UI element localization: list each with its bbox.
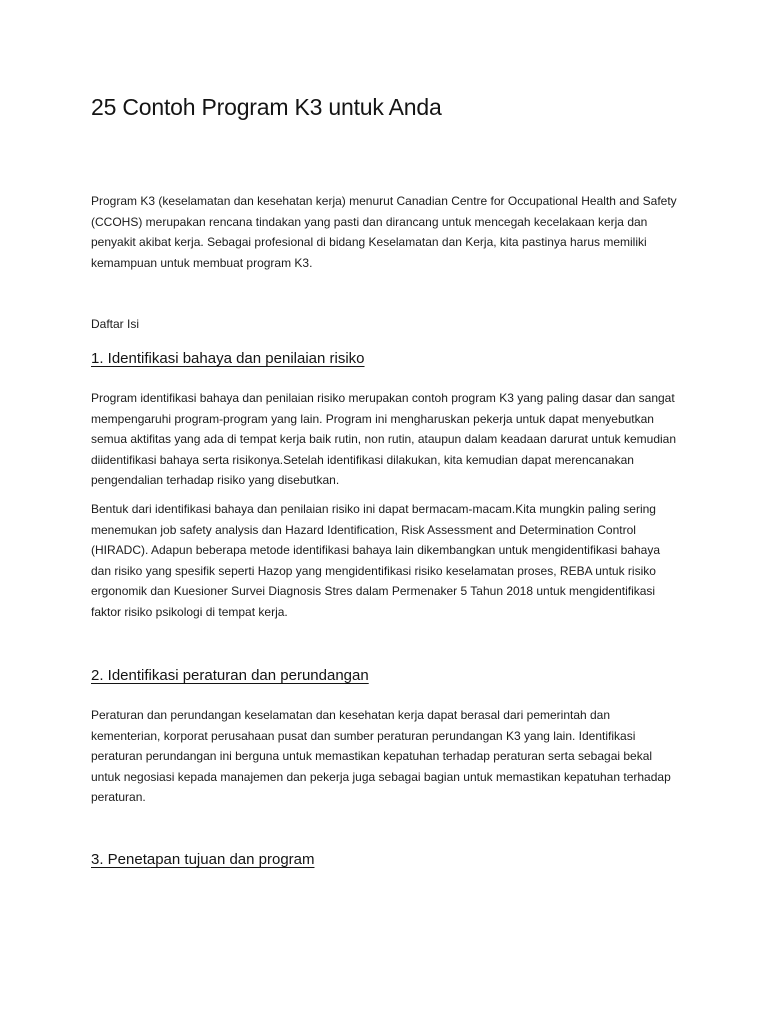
section-1-paragraph-2: Bentuk dari identifikasi bahaya dan penilaian risiko ini dapat bermacam-macam.Kita mungkin paling sering menemukan job safety analysis dan Hazard Identification, Risk Assessment and Determination Control (HIRADC). Adapun beberapa metode identifikasi bahaya lain dikembangkan untuk mengidentifikasi bahaya dan risiko yang spesifik seperti Hazop yang mengidentifikasi risiko keselamatan proses, REBA untuk risiko ergonomik dan Kuesioner Survei Diagnosis Stres dalam Permenaker 5 Tahun 2018 untuk mengidentifikasi faktor risiko psikologi di tempat kerja. [91,502,661,619]
intro-paragraph: Program K3 (keselamatan dan kesehatan kerja) menurut Canadian Centre for Occupational Health and Safety (CCOHS) merupakan rencana tindakan yang pasti dan dirancang untuk mencegah kecelakaan kerja dan penyakit akibat kerja. Sebagai profesional di bidang Keselamatan dan Kerja, kita pastinya harus memiliki kemampuan untuk membuat program K3. [91,194,677,270]
table-of-contents-label: Daftar Isi [91,317,140,331]
section-1-paragraph-1: Program identifikasi bahaya dan penilaian risiko merupakan contoh program K3 yang paling dasar dan sangat mempengaruhi program-program yang lain. Program ini mengharuskan pekerja untuk dapat menyebutkan semua aktifitas yang ada di tempat kerja baik rutin, non rutin, ataupun dalam keadaan darurat untuk kemudian diidentifikasi bahaya serta risikonya.Setelah identifikasi dilakukan, kita kemudian dapat merencanakan pengendalian terhadap risiko yang disebutkan. [91,391,677,488]
section-heading-1: 1. Identifikasi bahaya dan penilaian risiko [91,350,365,367]
section-heading-3: 3. Penetapan tujuan dan program [91,851,315,868]
page-title: 25 Contoh Program K3 untuk Anda [91,94,442,120]
section-2-paragraph-1: Peraturan dan perundangan keselamatan dan kesehatan kerja dapat berasal dari pemerintah dan kementerian, korporat perusahaan pusat dan sumber peraturan perundangan K3 yang lain. Identifikasi peraturan perundangan ini berguna untuk memastikan kepatuhan terhadap peraturan serta sebagai bekal untuk negosiasi kepada manajemen dan pekerja juga sebagai bagian untuk memastikan kepatuhan terhadap peraturan. [91,708,671,805]
section-heading-2: 2. Identifikasi peraturan dan perundangan [91,667,369,684]
